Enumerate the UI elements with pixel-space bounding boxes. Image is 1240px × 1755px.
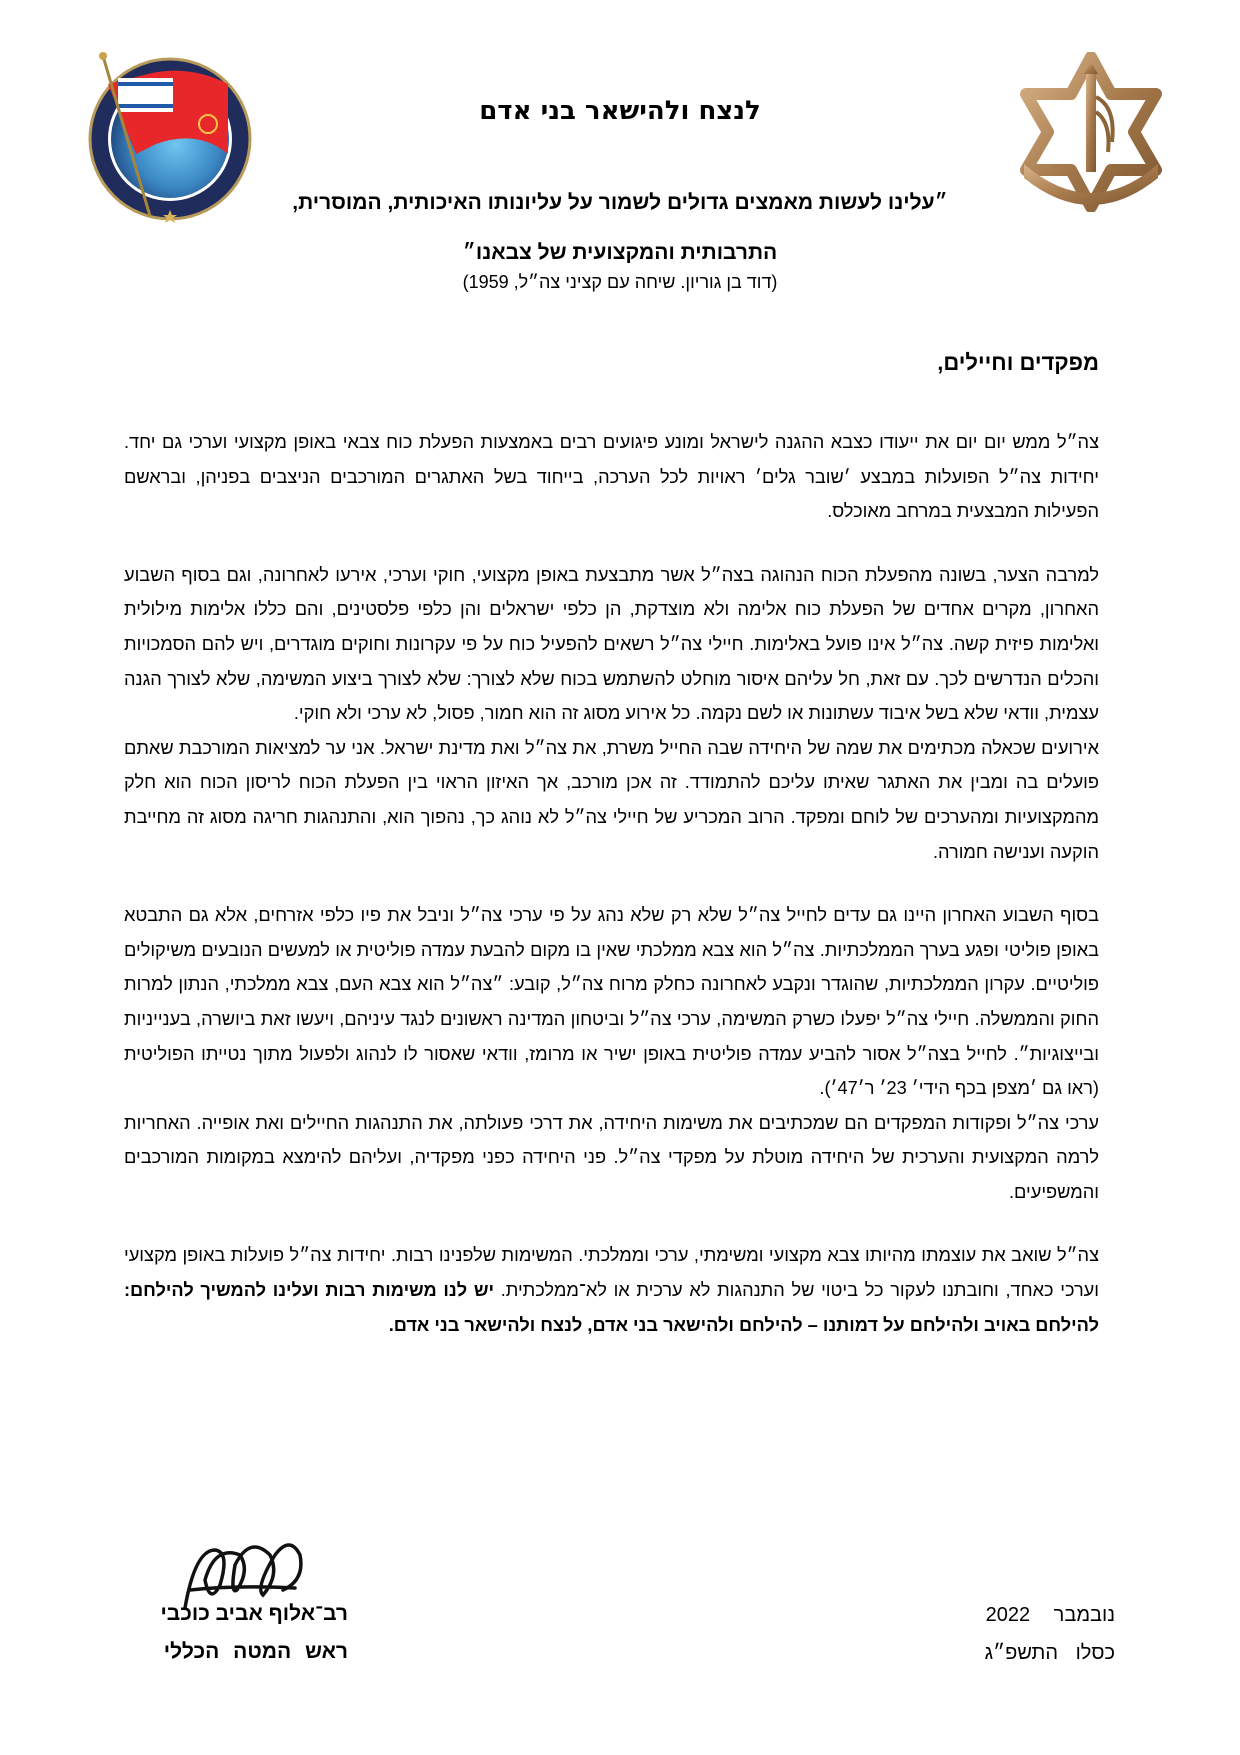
letter-headline: לנצח ולהישאר בני אדם	[479, 96, 761, 126]
signature-block	[0, 1530, 1240, 1710]
quote-source: (דוד בן גוריון. שיחה עם קציני צה״ל, 1959)	[462, 272, 778, 292]
closing-paragraph-text: צה״ל שואב את עוצמתו מהיותו צבא מקצועי ומשימתי, ערכי וממלכתי. המשימות שלפנינו רבות. יחידות צה״ל פועלות באופן מקצועי וערכי כאחד, וחובתנו לעקור כל ביטוי של התנהגות לא ערכית או לא־ממלכתית.	[124, 1245, 1099, 1301]
paragraph: למרבה הצער, בשונה מהפעלת הכוח הנהוגה בצה״ל אשר מתבצעת באופן מקצועי, חוקי וערכי, אירעו לאחרונה, וגם בסוף השבוע האחרון, מקרים אחדים של הפעלת כוח אלימה ולא מוצדקת, הן כלפי ישראלים והן כלפי פלסטינים, והם כללו אלימות מילולית ואלימות פיזית קשה. צה״ל אינו פועל באלימות. חיילי צה״ל רשאים להפעיל כוח על פי עקרונות וחוקים מוגדרים, ויש להם הסמכויות והכלים הנדרשים לכך. עם זאת, חל עליהם איסור מוחלט להשתמש בכוח שלא לצורך: שלא לצורך ביצוע המשימה, שלא לצורך הגנה עצמית, וודאי שלא בשל איבוד עשתונות או לשם נקמה. כל אירוע מסוג זה הוא חמור, פסול, לא ערכי ולא חוקי.	[124, 564, 1099, 724]
paragraph: ערכי צה״ל ופקודות המפקדים הם שמכתיבים את משימות היחידה, את דרכי פעולתה, את התנהגות החיילים ואת אופייה. האחריות לרמה המקצועית והערכית של היחידה מוטלת על מפקדי צה״ל. פני היחידה כפני מפקדיה, ועליהם להימצא במקומות המורכבים והמשפיעים.	[124, 1112, 1099, 1202]
greeting: מפקדים וחיילים,	[937, 350, 1099, 375]
signer-title: ראש המטה הכללי	[163, 1640, 348, 1663]
paragraph: אירועים שכאלה מכתימים את שמה של היחידה שבה החייל משרת, את צה״ל ואת מדינת ישראל. אני ער למציאות המורכבת שאתם פועלים בה ומבין את האתגר שאיתו עליכם להתמודד. זה אכן מורכב, אך האיזון הראוי בין הפעלת הכוח לריסון הכוח הוא חלק מהמקצועיות ומהערכים של לוחם ומפקד. הרוב המכריע של חיילי צה״ל לא נוהג כך, נהפוך הוא, והתנהגות חריגה מסוג זה מחייבת הוקעה וענישה חמורה.	[124, 737, 1099, 862]
letter-body	[124, 425, 1099, 1371]
gregorian-date: נובמבר 2022	[985, 1604, 1115, 1626]
quote-line-2: התרבותית והמקצועית של צבאנו״	[462, 241, 778, 264]
closing-emphasis: יש לנו משימות רבות ועלינו להמשיך להילחם: להילחם באויב ולהילחם על דמותנו – להילחם ולהישאר בני אדם, לנצח ולהישאר בני אדם.	[124, 1280, 1099, 1335]
closing-paragraph	[124, 1238, 1099, 1342]
paragraph: צה״ל ממש יום יום את ייעודו כצבא ההגנה לישראל ומונע פיגועים רבים באמצעות הפעלת כוח צבאי באופן מקצועי וערכי גם יחד. יחידות צה״ל הפועלות במבצע ׳שובר גלים׳ ראויות לכל הערכה, בייחוד בשל האתגרים המורכבים הניצבים בפניהן, ובראשם הפעילות המבצעית במרחב מאוכלס.	[124, 432, 1099, 522]
handwritten-signature-icon	[175, 1530, 315, 1612]
paragraph: בסוף השבוע האחרון היינו גם עדים לחייל צה״ל שלא רק שלא נהג על פי ערכי צה״ל וניבל את פיו כלפי אזרחים, אלא גם התבטא באופן פוליטי ופגע בערך הממלכתיות. צה״ל הוא צבא ממלכתי שאין בו מקום להבעת עמדה פוליטית או למעשים הנובעים משיקולים פוליטיים. עקרון הממלכתיות, שהוגדר ונקבע לאחרונה כחלק מרוח צה״ל, קובע: ״צה״ל הוא צבא העם, צבא ממלכתי, הנתון למרות החוק והממשלה. חיילי צה״ל יפעלו כשרק המשימה, ערכי צה״ל וביטחון המדינה ראשונים לנגד עיניהם, ויעשו זאת ביושרה, בענייניות ובייצוגיות״. לחייל בצה״ל אסור להביע עמדה פוליטית באופן ישיר או מרומז, וודאי שאסור לו לנהוג ולפעול מתוך נטייתו הפוליטית (ראו גם ׳מצפן בכף הידי׳ 23׳ ר׳47׳).	[124, 905, 1099, 1099]
signer-name: רב־אלוף אביב כוכבי	[160, 1602, 348, 1625]
ben-gurion-quote	[0, 178, 1240, 278]
hebrew-date: כסלו התשפ״ג	[984, 1642, 1115, 1664]
quote-line-1: ״עלינו לעשות מאמצים גדולים לשמור על עליונותו האיכותית, המוסרית,	[292, 191, 948, 214]
